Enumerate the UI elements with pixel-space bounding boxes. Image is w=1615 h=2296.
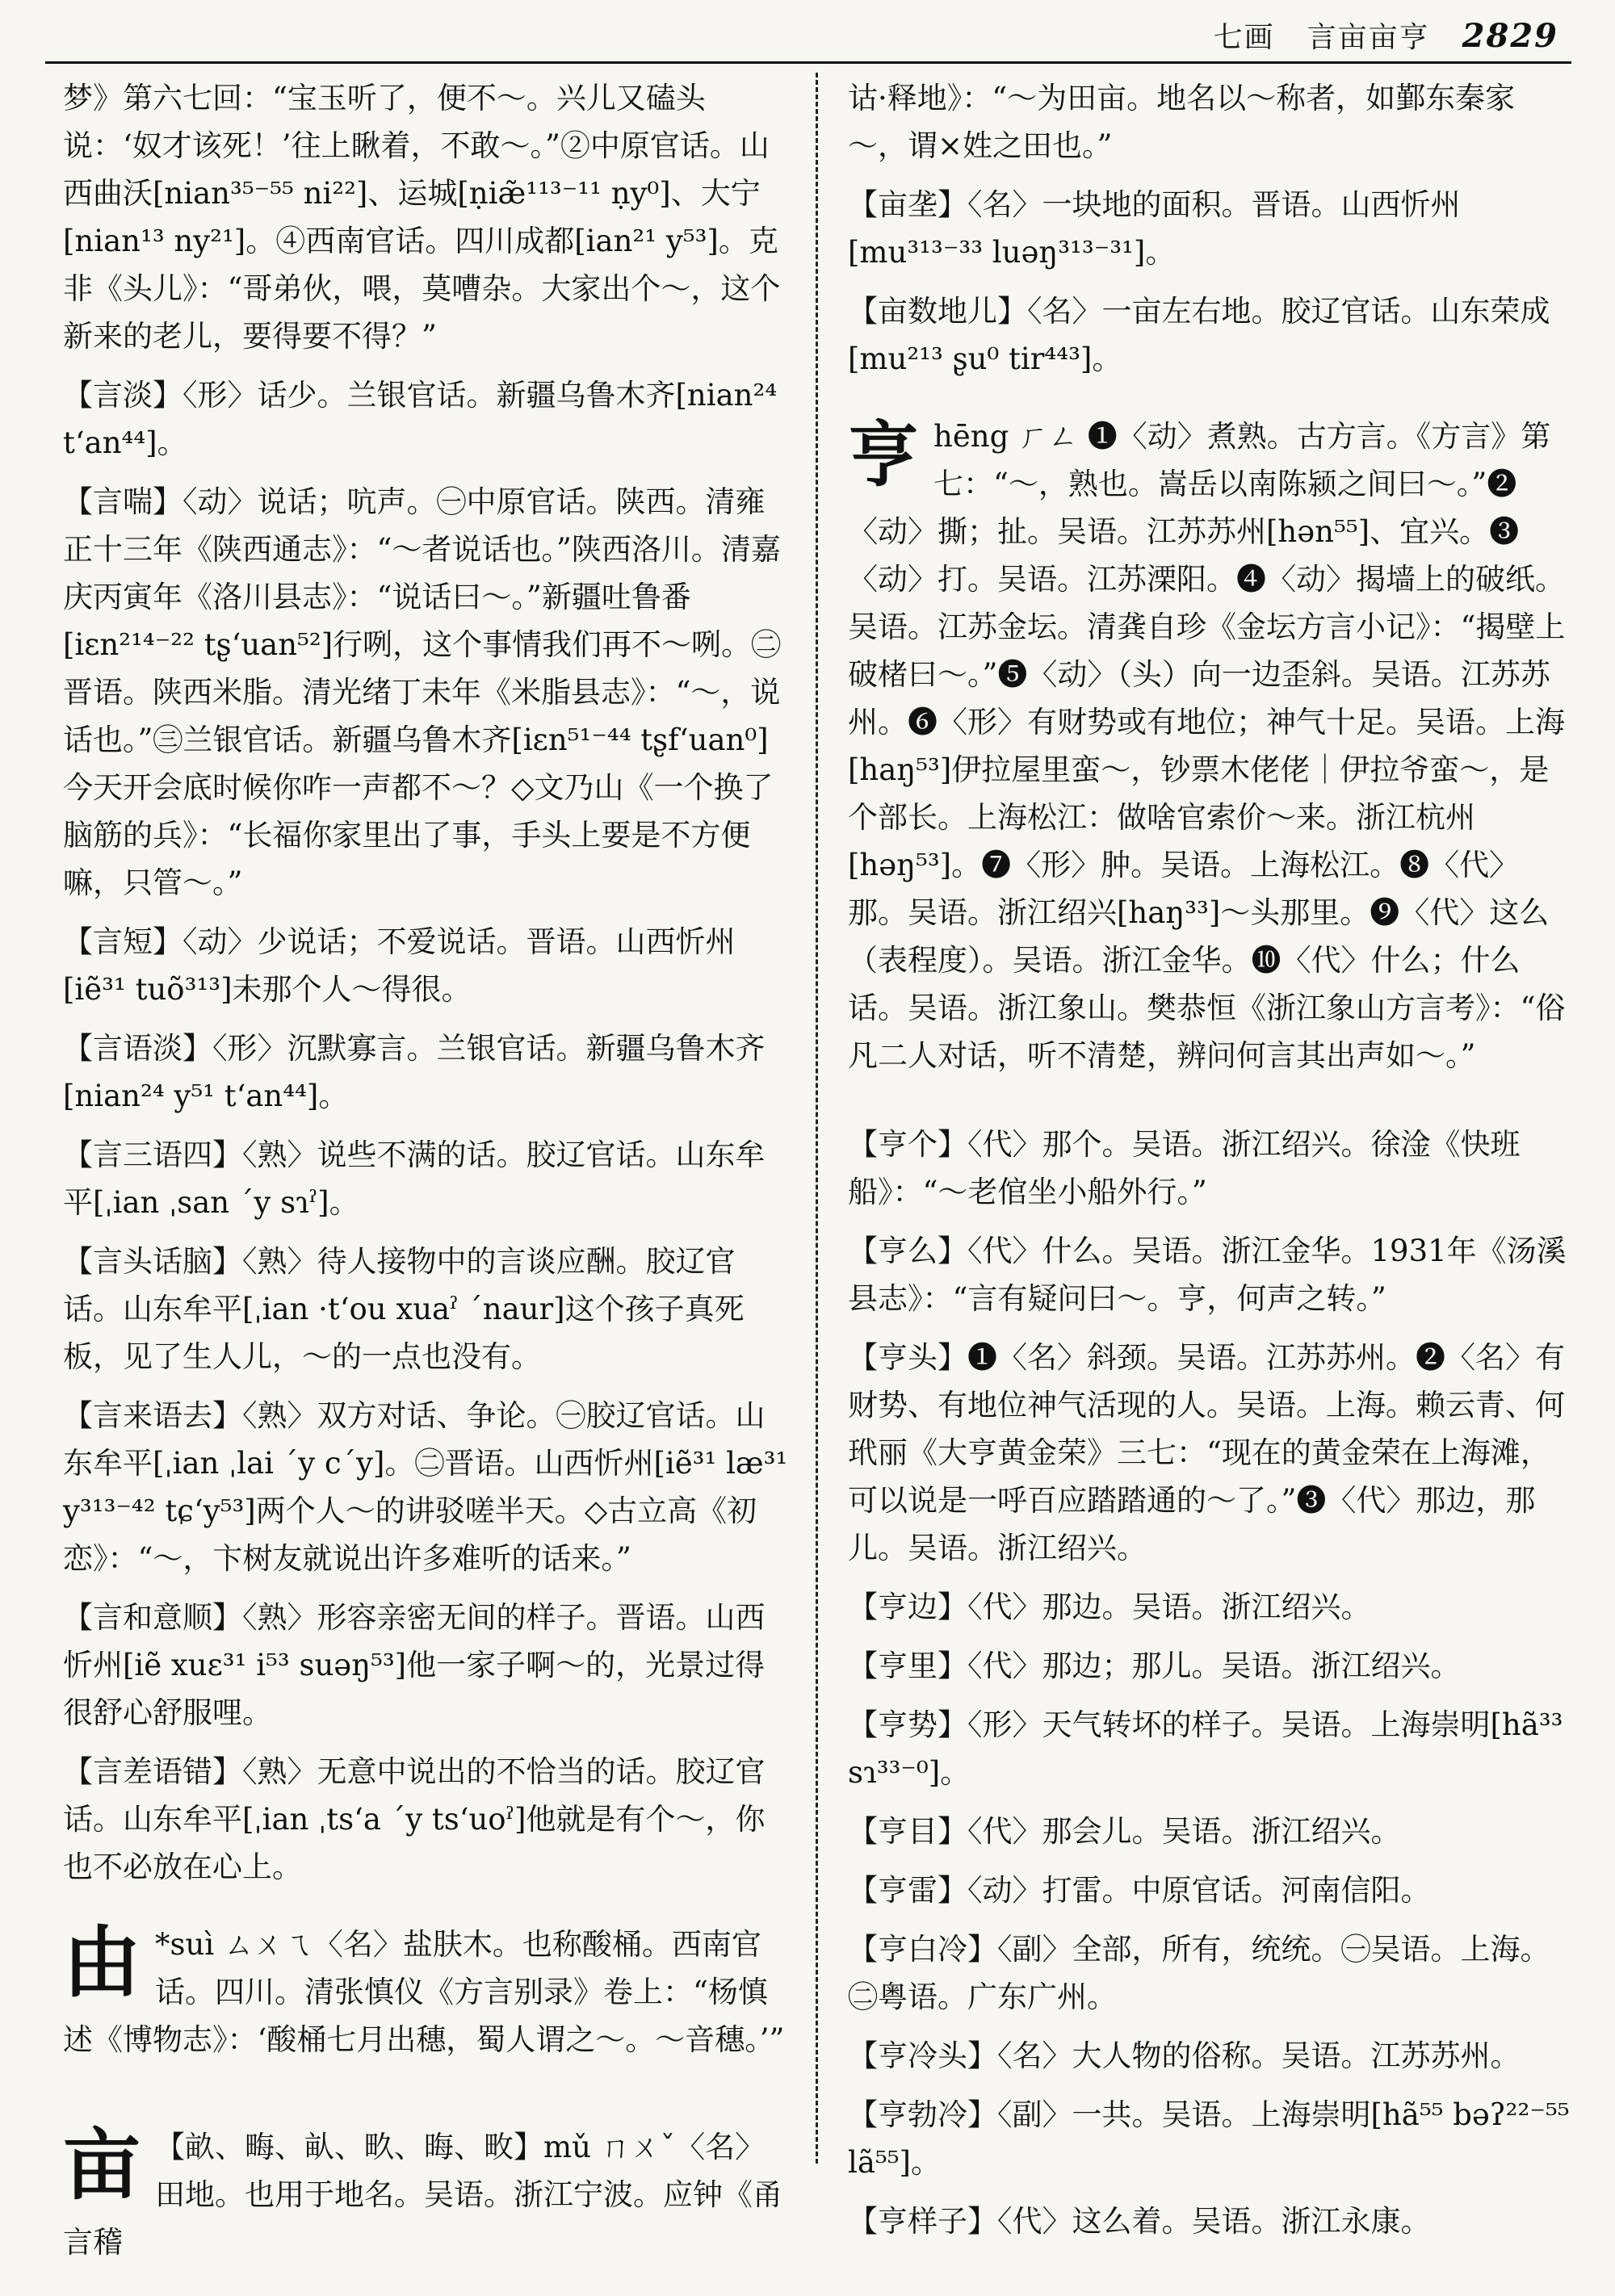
section-label: 七画 (1213, 21, 1275, 54)
dict-entry (848, 1227, 1575, 1322)
dict-entry (848, 1867, 1575, 1914)
headword-definition: hēng ㄏㄥ ❶〈动〉煮熟。古方言。《方言》第七：“～，熟也。嵩岳以南陈颍之间曰～。”❷〈动〉撕；扯。吴语。江苏苏州[hən⁵⁵]、宜兴。❸〈动〉打。吴语。江苏溧阳。❹〈动〉揭墙上的破纸。吴语。江苏金坛。清龚自珍《金坛方言小记》：“揭壁上破楮曰～。”❺〈动〉（头）向一边歪斜。吴语。江苏苏州。❻〈形〉有财势或有地位；神气十足。吴语。上海[haŋ⁵³]伊拉屋里蛮～，钞票木佬佬｜伊拉爷蛮～，是个部长。上海松江：做啥官索价～来。浙江杭州[həŋ⁵³]。❼〈形〉肿。吴语。上海松江。❽〈代〉那。吴语。浙江绍兴[haŋ³³]～头那里。❾〈代〉这么（表程度）。吴语。浙江金华。❿〈代〉什么；什么话。吴语。浙江象山。樊恭恒《浙江象山方言考》：“俗凡二人对话，听不清楚，辨问何言其出声如～。” (848, 419, 1566, 1073)
headword-mu (63, 2119, 790, 2266)
dict-entry (848, 1925, 1575, 2021)
entry-text: 【亨目】〈代〉那会儿。吴语。浙江绍兴。 (848, 1814, 1401, 1849)
dict-entry (848, 1334, 1575, 1572)
header-chars: 言亩亩亨 (1307, 21, 1430, 54)
right-column (848, 74, 1575, 2256)
entry-text: 【亨里】〈代〉那边；那儿。吴语。浙江绍兴。 (848, 1649, 1461, 1683)
dict-entry (848, 74, 1575, 170)
entry-text: 【亨勃冷】〈副〉一共。吴语。上海崇明[hã⁵⁵ bəʔ²²⁻⁵⁵ lã⁵⁵]。 (848, 2097, 1570, 2180)
entry-text: 【亨个】〈代〉那个。吴语。浙江绍兴。徐淦《快班船》：“～老倌坐小船外行。” (848, 1127, 1521, 1209)
entry-text: 【言淡】〈形〉话少。兰银官话。新疆乌鲁木齐[nian²⁴ t‘an⁴⁴]。 (63, 378, 778, 460)
dict-entry (848, 1121, 1575, 1216)
dict-entry (63, 1238, 790, 1381)
dict-entry (63, 371, 790, 467)
entry-text: 【言喘】〈动〉说话；吭声。㊀中原官话。陕西。清雍正十三年《陕西通志》：“～者说话也。”陕西洛川。清嘉庆丙寅年《洛川县志》：“说话曰～。”新疆吐鲁番[iɛn²¹⁴⁻²² tʂ‘uan⁵²]行咧，这个事情我们再不～咧。㊁晋语。陕西米脂。清光绪丁未年《米脂县志》：“～，说话也。”㊂兰银官话。新疆乌鲁木齐[iɛn⁵¹⁻⁴⁴ tʂf‘uan⁰]今天开会底时候你咋一声都不～？◇文乃山《一个换了脑筋的兵》：“长福你家里出了事，手头上要是不方便嘛，只管～。” (63, 484, 782, 900)
entry-text: 梦》第六七回：“宝玉听了，便不～。兴儿又磕头说：‘奴才该死！’往上瞅着，不敢～。”②中原官话。山西曲沃[nian³⁵⁻⁵⁵ ni²²]、运城[ṇiæ̃¹¹³⁻¹¹ ṇy⁰]、大宁[nian¹³ ny²¹]。④西南官话。四川成都[ian²¹ y⁵³]。克非《头儿》：“哥弟伙，喂，莫嘈杂。大家出个～，这个新来的老儿，要得要不得？” (63, 81, 781, 354)
dict-entry (848, 2198, 1575, 2245)
entry-text: 【亨边】〈代〉那边。吴语。浙江绍兴。 (848, 1590, 1371, 1624)
dict-entry (63, 74, 790, 360)
page-header (1214, 15, 1558, 56)
dict-entry (63, 1131, 790, 1226)
column-divider (816, 73, 820, 2164)
entry-text: 【言差语错】〈熟〉无意中说出的不恰当的话。胶辽官话。山东牟平[ˌian ˌts‘a ˊy ts‘uoˀ]他就是有个～，你也不必放在心上。 (63, 1754, 766, 1884)
dict-entry (63, 478, 790, 907)
entry-text: 【言头话脑】〈熟〉待人接物中的言谈应酬。胶辽官话。山东牟平[ˌian ·t‘ou xuaˀ ˊnaur]这个孩子真死板，见了生人儿，～的一点也没有。 (63, 1244, 745, 1374)
dict-entry (848, 2091, 1575, 2186)
entry-text: 【亨冷头】〈名〉大人物的俗称。吴语。江苏苏州。 (848, 2038, 1521, 2073)
headword-char: 亩 (63, 2119, 141, 2210)
entry-text: 【言短】〈动〉少说话；不爱说话。晋语。山西忻州[iẽ³¹ tuõ³¹³]未那个人～得很。 (63, 924, 736, 1007)
entry-text: 【亩垄】〈名〉一块地的面积。晋语。山西忻州[mu³¹³⁻³³ luəŋ³¹³⁻³¹]。 (848, 187, 1461, 270)
headword-char: 亨 (848, 413, 920, 496)
header-rule (45, 61, 1571, 64)
entry-text: 诂·释地》：“～为田亩。地名以～称者，如鄞东秦家～，谓×姓之田也。” (848, 81, 1516, 163)
dict-entry (848, 1701, 1575, 1796)
entry-text: 【亨么】〈代〉什么。吴语。浙江金华。1931年《汤溪县志》：“言有疑问曰～。亨，何声之转。” (848, 1234, 1567, 1316)
dict-entry (63, 1024, 790, 1120)
dict-entry (63, 1392, 790, 1582)
dict-entry (848, 287, 1575, 383)
dict-entry (848, 1808, 1575, 1855)
left-column (63, 74, 790, 2296)
entry-text: 【言语淡】〈形〉沉默寡言。兰银官话。新疆乌鲁木齐[nian²⁴ y⁵¹ t‘an⁴⁴]。 (63, 1031, 766, 1113)
headword-definition: 【畝、畮、畒、畂、晦、畋】mǔ ㄇㄨˇ〈名〉田地。也用于地名。吴语。浙江宁波。应钟《甬言稽 (63, 2130, 782, 2260)
dict-entry (63, 1594, 790, 1737)
entry-text: 【亨白冷】〈副〉全部，所有，统统。㊀吴语。上海。㊁粤语。广东广州。 (848, 1932, 1550, 2014)
headword-heng (848, 413, 1575, 1109)
dict-entry (848, 1642, 1575, 1690)
dict-entry (848, 181, 1575, 276)
entry-text: 【亨势】〈形〉天气转坏的样子。吴语。上海崇明[hã³³ sɿ³³⁻⁰]。 (848, 1707, 1563, 1790)
headword-definition: *suì ㄙㄨㄟ〈名〉盐肤木。也称酸桶。西南官话。四川。清张慎仪《方言别录》卷上：“杨慎述《博物志》：‘酸桶七月出穗，蜀人谓之～。～音穗。’” (63, 1927, 785, 2057)
entry-text: 【亩数地儿】〈名〉一亩左右地。胶辽官话。山东荣成[mu²¹³ ʂu⁰ tir⁴⁴³]。 (848, 294, 1550, 376)
dict-entry (63, 918, 790, 1013)
entry-text: 【亨雷】〈动〉打雷。中原官话。河南信阳。 (848, 1873, 1431, 1908)
page-number: 2829 (1462, 17, 1558, 55)
headword-sui (63, 1917, 790, 2093)
headword-char: 由 (63, 1917, 141, 2008)
entry-text: 【亨头】❶〈名〉斜颈。吴语。江苏苏州。❷〈名〉有财势、有地位神气活现的人。吴语。上海。赖云青、何玳丽《大亨黄金荣》三七：“现在的黄金荣在上海滩，可以说是一呼百应踏踏通的～了。”❸〈代〉那边，那儿。吴语。浙江绍兴。 (848, 1340, 1565, 1565)
entry-text: 【亨样子】〈代〉这么着。吴语。浙江永康。 (848, 2204, 1431, 2239)
dict-entry (848, 2032, 1575, 2080)
dict-entry (848, 1583, 1575, 1631)
entry-text: 【言三语四】〈熟〉说些不满的话。胶辽官话。山东牟平[ˌian ˌsan ˊy sɿˀ]。 (63, 1138, 766, 1220)
entry-text: 【言和意顺】〈熟〉形容亲密无间的样子。晋语。山西忻州[iẽ xuɛ³¹ i⁵³ suəŋ⁵³]他一家子啊～的，光景过得很舒心舒服哩。 (63, 1600, 766, 1730)
entry-text: 【言来语去】〈熟〉双方对话、争论。㊀胶辽官话。山东牟平[ˌian ˌlai ˊy cˊy]。㊁晋语。山西忻州[iẽ³¹ læ³¹ y³¹³⁻⁴² tɕ‘y⁵³]两个人～的讲驳嗟半天。◇古立高《初恋》：“～，卞树友就说出许多难听的话来。” (63, 1398, 788, 1576)
dict-entry (63, 1748, 790, 1891)
